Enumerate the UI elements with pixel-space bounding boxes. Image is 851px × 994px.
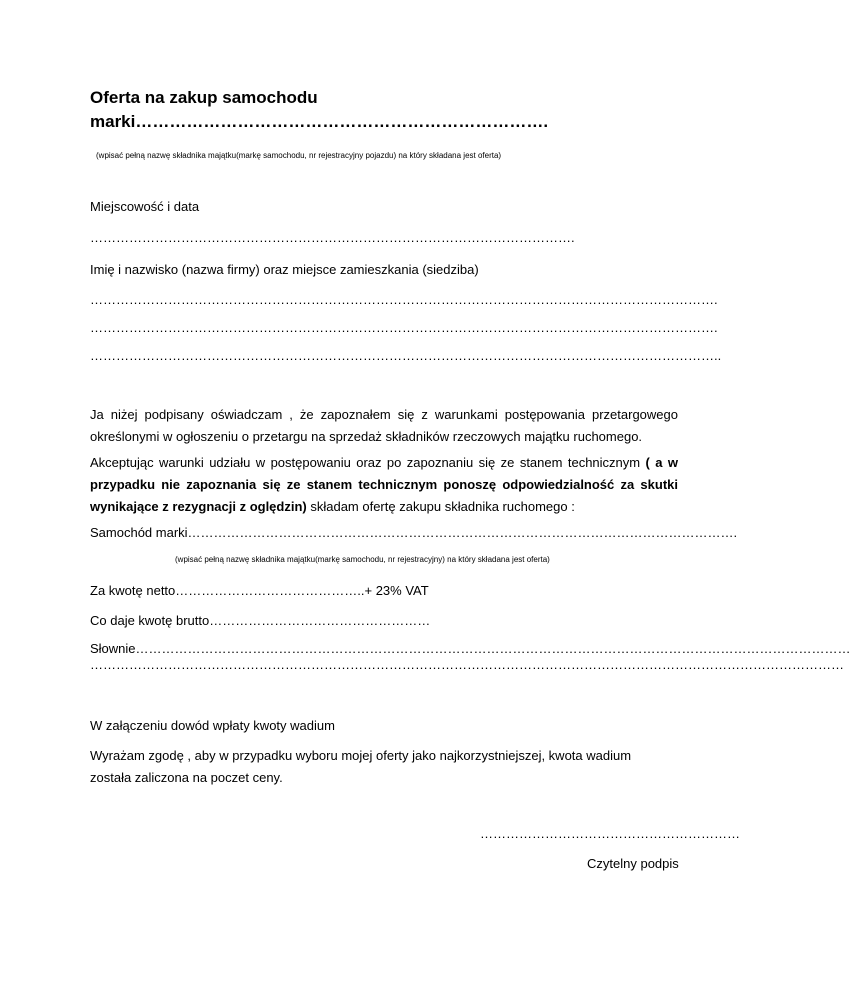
name-line-1: ………………………………………………………………………………………………………………………………. bbox=[90, 292, 718, 307]
words-line-2: ………………………………………………………………………………………………………………………………………………………… bbox=[90, 657, 844, 672]
name-line-2: ………………………………………………………………………………………………………………………………. bbox=[90, 320, 718, 335]
acceptance-text-2: składam ofertę zakupu składnika ruchomego : bbox=[306, 499, 575, 514]
gross-amount-line: Co daje kwotę brutto…………………………………………… bbox=[90, 613, 431, 628]
name-line-3: ……………………………………………………………………………………………………………………………….. bbox=[90, 348, 722, 363]
words-line-1: Słownie………………………………………………………………………………………………………………………………………………… bbox=[90, 641, 851, 656]
signature-line: …………………………………………………… bbox=[480, 826, 740, 841]
document-title-line1: Oferta na zakup samochodu bbox=[90, 88, 318, 107]
document-title-line2: marki………………………………………………………………. bbox=[90, 112, 549, 131]
acceptance-bold-text: ( a w przypadku nie zapoznania się ze stanem technicznym ponoszę odpowiedzialność za skutki wynikające z rezygnacji z oględzin) bbox=[90, 455, 678, 514]
acceptance-paragraph bbox=[90, 452, 678, 518]
signature-label: Czytelny podpis bbox=[587, 856, 679, 871]
net-amount-line: Za kwotę netto……………………………………..+ 23% VAT bbox=[90, 583, 429, 598]
name-label: Imię i nazwisko (nazwa firmy) oraz miejsce zamieszkania (siedziba) bbox=[90, 262, 479, 277]
car-make-line: Samochód marki………………………………………………………………………………………………………………. bbox=[90, 525, 738, 540]
place-date-label: Miejscowość i data bbox=[90, 199, 200, 214]
place-date-line: …………………………………………………………………………………………………. bbox=[90, 230, 575, 245]
attachment-text: W załączeniu dowód wpłaty kwoty wadium bbox=[90, 718, 335, 733]
note-top: (wpisać pełną nazwę składnika majątku(markę samochodu, nr rejestracyjny pojazdu) na który składana jest oferta) bbox=[96, 151, 502, 160]
declaration-paragraph: Ja niżej podpisany oświadczam , że zapoznałem się z warunkami postępowania przetargowego określonymi w ogłoszeniu o przetargu na sprzedaż składników rzeczowych majątku ruchomego. bbox=[90, 407, 678, 444]
acceptance-text-1: Akceptując warunki udziału w postępowaniu oraz po zapoznaniu się ze stanem technicznym bbox=[90, 455, 641, 470]
consent-paragraph: Wyrażam zgodę , aby w przypadku wyboru mojej oferty jako najkorzystniejszej, kwota wadium została zaliczona na poczet ceny. bbox=[90, 748, 632, 785]
car-note: (wpisać pełną nazwę składnika majątku(markę samochodu, nr rejestracyjny) na który składana jest oferta) bbox=[175, 555, 550, 564]
